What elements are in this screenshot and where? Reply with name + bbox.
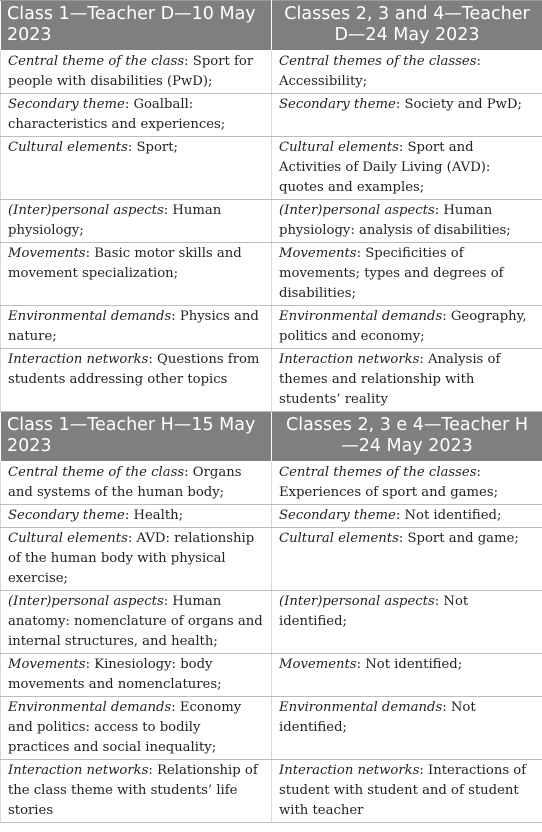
cell-label: Central theme of the class	[8, 465, 185, 480]
cell-label: Environmental demands	[8, 309, 172, 324]
table-row	[1, 462, 542, 505]
table-row	[1, 243, 542, 306]
table-row	[1, 51, 542, 94]
section1-col1-title: Class 1—Teacher D—10 May 2023	[1, 1, 272, 51]
cell-value: : Relationship of the class theme with students’ life stories	[8, 763, 258, 818]
table-cell	[1, 654, 272, 697]
cell-value: : Interactions of student with student and of student with teacher	[279, 763, 527, 818]
table-cell	[272, 349, 542, 412]
table-cell	[272, 306, 542, 349]
cell-label: Central themes of the classes	[279, 465, 477, 480]
cell-value: : Economy and politics: access to bodily practices and social inequality;	[8, 700, 242, 755]
cell-value: : Human anatomy: nomenclature of organs and internal structures, and health;	[8, 594, 263, 649]
table-cell	[272, 505, 542, 528]
table-row	[1, 349, 542, 412]
table-row	[1, 760, 542, 823]
cell-label: Interaction networks	[279, 352, 420, 367]
cell-value: : Human physiology;	[8, 203, 222, 238]
table-cell	[272, 528, 542, 591]
table-row	[1, 306, 542, 349]
cell-label: Interaction networks	[8, 763, 149, 778]
table-row	[1, 591, 542, 654]
table-row	[1, 137, 542, 200]
table-row	[1, 505, 542, 528]
table-cell	[1, 528, 272, 591]
cell-label: (Inter)personal aspects	[279, 203, 435, 218]
cell-label: Interaction networks	[279, 763, 420, 778]
table-cell	[272, 654, 542, 697]
cell-value: : Not identified;	[356, 657, 463, 672]
table-cell	[272, 200, 542, 243]
cell-label: Cultural elements	[8, 531, 128, 546]
table-cell	[272, 94, 542, 137]
table-cell	[272, 243, 542, 306]
cell-label: Secondary theme	[8, 97, 125, 112]
table-cell	[1, 462, 272, 505]
table-cell	[272, 462, 542, 505]
section2-header-row	[1, 412, 542, 462]
cell-label: Cultural elements	[279, 140, 399, 155]
cell-value: : Not identified;	[395, 508, 502, 523]
cell-value: : Specificities of movements; types and degrees of disabilities;	[279, 246, 504, 301]
cell-label: Movements	[279, 246, 357, 261]
cell-value: : Not identified;	[279, 594, 469, 629]
cell-label: Secondary theme	[279, 508, 396, 523]
cell-label: Interaction networks	[8, 352, 149, 367]
table-cell	[272, 137, 542, 200]
cell-value: : Not identified;	[279, 700, 476, 735]
cell-label: Movements	[8, 657, 86, 672]
cell-label: Secondary theme	[279, 97, 396, 112]
cell-value: : Accessibility;	[279, 54, 481, 89]
table-cell	[1, 349, 272, 412]
section1-header-row	[1, 1, 542, 51]
table-cell	[1, 200, 272, 243]
section2-col1-title: Class 1—Teacher H—15 May 2023	[1, 412, 272, 462]
table-cell	[1, 697, 272, 760]
table-row	[1, 528, 542, 591]
table-row	[1, 697, 542, 760]
cell-value: : AVD: relationship of the human body with physical exercise;	[8, 531, 255, 586]
cell-label: (Inter)personal aspects	[8, 203, 164, 218]
table-row	[1, 94, 542, 137]
cell-value: : Basic motor skills and movement specialization;	[8, 246, 242, 281]
table-cell	[272, 51, 542, 94]
cell-value: : Organs and systems of the human body;	[8, 465, 242, 500]
cell-label: Cultural elements	[279, 531, 399, 546]
table-row	[1, 200, 542, 243]
cell-value: : Kinesiology: body movements and nomenclatures;	[8, 657, 222, 692]
cell-label: Movements	[279, 657, 357, 672]
table-cell	[1, 51, 272, 94]
cell-label: Central theme of the class	[8, 54, 185, 69]
table-cell	[1, 306, 272, 349]
cell-value: : Physics and nature;	[8, 309, 259, 344]
cell-label: (Inter)personal aspects	[8, 594, 164, 609]
cell-value: : Sport;	[127, 140, 178, 155]
cell-label: Central themes of the classes	[279, 54, 477, 69]
cell-label: (Inter)personal aspects	[279, 594, 435, 609]
cell-label: Environmental demands	[279, 700, 443, 715]
section1-col2-title: Classes 2, 3 and 4—Teacher D—24 May 2023	[272, 1, 542, 51]
cell-value: : Sport and Activities of Daily Living (AVD): quotes and examples;	[279, 140, 491, 195]
table-cell	[1, 243, 272, 306]
table-cell	[1, 505, 272, 528]
cell-label: Environmental demands	[8, 700, 172, 715]
cell-value: : Geography, politics and economy;	[279, 309, 527, 344]
cell-label: Movements	[8, 246, 86, 261]
cell-value: : Society and PwD;	[395, 97, 522, 112]
table-cell	[1, 137, 272, 200]
table-row	[1, 654, 542, 697]
cell-value: : Questions from students addressing other topics	[8, 352, 260, 387]
cell-value: : Human physiology: analysis of disabilities;	[279, 203, 511, 238]
cell-label: Secondary theme	[8, 508, 125, 523]
cell-value: : Health;	[124, 508, 184, 523]
table-cell	[1, 94, 272, 137]
table-cell	[1, 591, 272, 654]
cell-value: : Goalball: characteristics and experiences;	[8, 97, 226, 132]
section2-col2-title: Classes 2, 3 e 4—Teacher H—24 May 2023	[272, 412, 542, 462]
table-cell	[1, 760, 272, 823]
cell-value: : Experiences of sport and games;	[279, 465, 499, 500]
cell-value: : Sport for people with disabilities (PwD);	[8, 54, 254, 89]
table-cell	[272, 591, 542, 654]
cell-value: : Analysis of themes and relationship with students’ reality	[279, 352, 501, 407]
table-cell	[272, 760, 542, 823]
cell-value: : Sport and game;	[398, 531, 519, 546]
cell-label: Cultural elements	[8, 140, 128, 155]
cell-label: Environmental demands	[279, 309, 443, 324]
table-cell	[272, 697, 542, 760]
